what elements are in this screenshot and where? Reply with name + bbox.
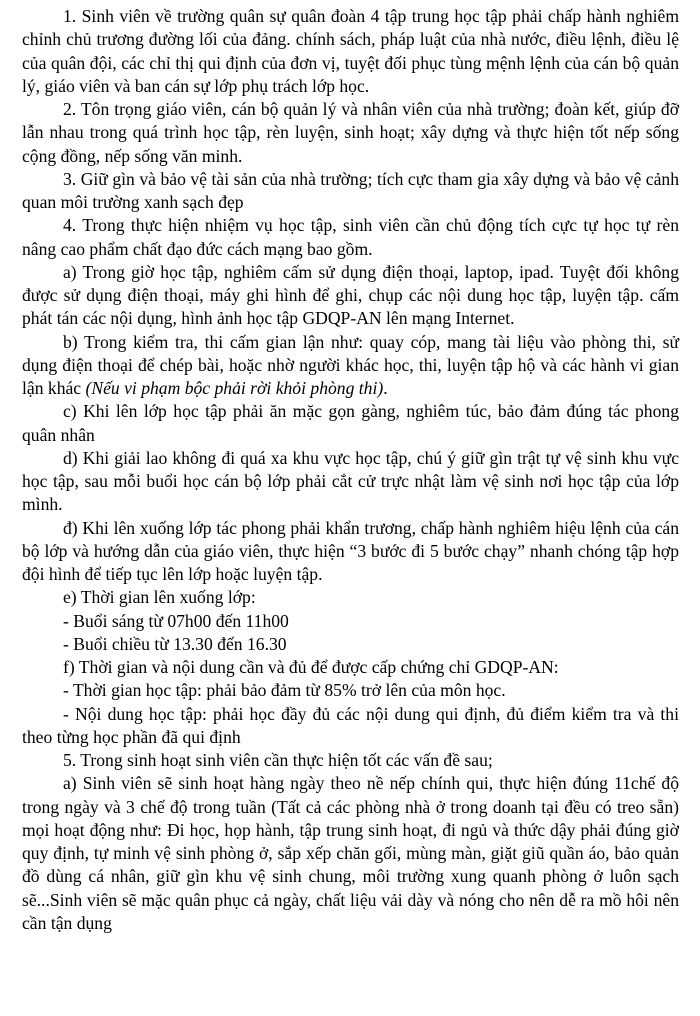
- paragraph-4f-content: - Nội dung học tập: phải học đầy đủ các nội dung qui định, đủ điểm kiểm tra và thi theo từng học phần đã qui định: [22, 703, 679, 747]
- paragraph-4c: c) Khi lên lớp học tập phải ăn mặc gọn gàng, nghiêm túc, bảo đảm đúng tác phong quân nhân: [22, 401, 679, 445]
- paragraph-4f-time: - Thời gian học tập: phải bảo đảm từ 85% trở lên của môn học.: [63, 680, 506, 701]
- paragraph-4: 4. Trong thực hiện nhiệm vụ học tập, sinh viên cần chủ động tích cực tự học tự rèn nâng cao phẩm chất đạo đức cách mạng bao gồm.: [22, 215, 679, 259]
- paragraph-4b-end: .: [383, 378, 388, 398]
- paragraph-4a: a) Trong giờ học tập, nghiêm cấm sử dụng điện thoại, laptop, ipad. Tuyệt đối không được sử dụng điện thoại, máy ghi hình để ghi, chụp các nội dung học tập, luyện tập. cấm phát tán các nội dụng, hình ảnh học tập GDQP-AN lên mạng Internet.: [22, 261, 679, 329]
- paragraph-4d: d) Khi giải lao không đi quá xa khu vực học tập, chú ý giữ gìn trật tự vệ sinh khu vực học tập, sau mỗi buổi học cán bộ lớp phải cắt cử trực nhật làm vệ sinh nơi học tập của lớp mình.: [22, 447, 679, 515]
- paragraph-4e: e) Thời gian lên xuống lớp:: [63, 587, 256, 608]
- paragraph-4f: f) Thời gian và nội dung cần và đủ để được cấp chứng chỉ GDQP-AN:: [63, 657, 559, 677]
- paragraph-4b: [22, 331, 679, 401]
- paragraph-5a: a) Sinh viên sẽ sinh hoạt hàng ngày theo nề nếp chính qui, thực hiện đúng 11chế độ trong ngày và 3 chế độ trong tuần (Tất cả các phòng nhà ở trong doanh tại đều có treo sẵn) mọi hoạt động như: Đi học, họp hành, tập trung sinh hoạt, đi ngủ và thức dậy phải đúng giờ quy định, tự minh vệ sinh phòng ở, sắp xếp chăn gối, mùng màn, giặt giũ quần áo, bảo quản đồ dùng cá nhân, giữ gìn khu vệ sinh chung, môi trường xung quanh phòng ở luôn sạch sẽ...Sinh viên sẽ mặc quân phục cả ngày, chất liệu vải dày và nóng cho nên dễ ra mồ hôi nên cần tận dụng: [22, 773, 679, 933]
- paragraph-4dd: đ) Khi lên xuống lớp tác phong phải khẩn trương, chấp hành nghiêm hiệu lệnh của cán bộ lớp và hướng dẫn của giáo viên, thực hiện “3 bước đi 5 bước chạy” nhanh chóng tập hợp đội hình để tiếp tục lên lớp hoặc luyện tập.: [22, 517, 679, 584]
- paragraph-1: 1. Sinh viên về trường quân sự quân đoàn 4 tập trung học tập phải chấp hành nghiêm chỉnh chủ trương đường lối của đảng. chính sách, pháp luật của nhà nước, điều lệnh, điều lệ của quân đội, các chỉ thị qui định của đơn vị, tuyệt đối phục tùng mệnh lệnh của cán bộ quản lý, giáo viên và ban cán sự lớp phụ trách lớp học.: [22, 6, 679, 96]
- paragraph-4e-morning: - Buổi sáng từ 07h00 đến 11h00: [63, 610, 289, 631]
- paragraph-4b-italic-note: (Nếu vi phạm bộc phải rời khỏi phòng thi): [85, 378, 384, 398]
- document-page: [22, 5, 679, 935]
- paragraph-2: 2. Tôn trọng giáo viên, cán bộ quản lý và nhân viên của nhà trường; đoàn kết, giúp đỡ lẫn nhau trong quá trình học tập, rèn luyện, sinh hoạt; xây dựng và thực hiện tốt nếp sống cộng đồng, nếp sống văn minh.: [22, 99, 679, 166]
- paragraph-3: 3. Giữ gìn và bảo vệ tài sản của nhà trường; tích cực tham gia xây dựng và bảo vệ cảnh quan môi trường xanh sạch đẹp: [22, 168, 679, 212]
- paragraph-4b-text: b) Trong kiểm tra, thi cấm gian lận như: quay cóp, mang tài liệu vào phòng thi, sử dụng điện thoại để chép bài, hoặc nhờ người khác học, thi, luyện tập hộ và các hành vi gian lận khác: [22, 331, 679, 398]
- paragraph-4e-afternoon: - Buổi chiều từ 13.30 đến 16.30: [63, 633, 287, 654]
- paragraph-5: 5. Trong sinh hoạt sinh viên cần thực hiện tốt các vấn đề sau;: [63, 750, 493, 770]
